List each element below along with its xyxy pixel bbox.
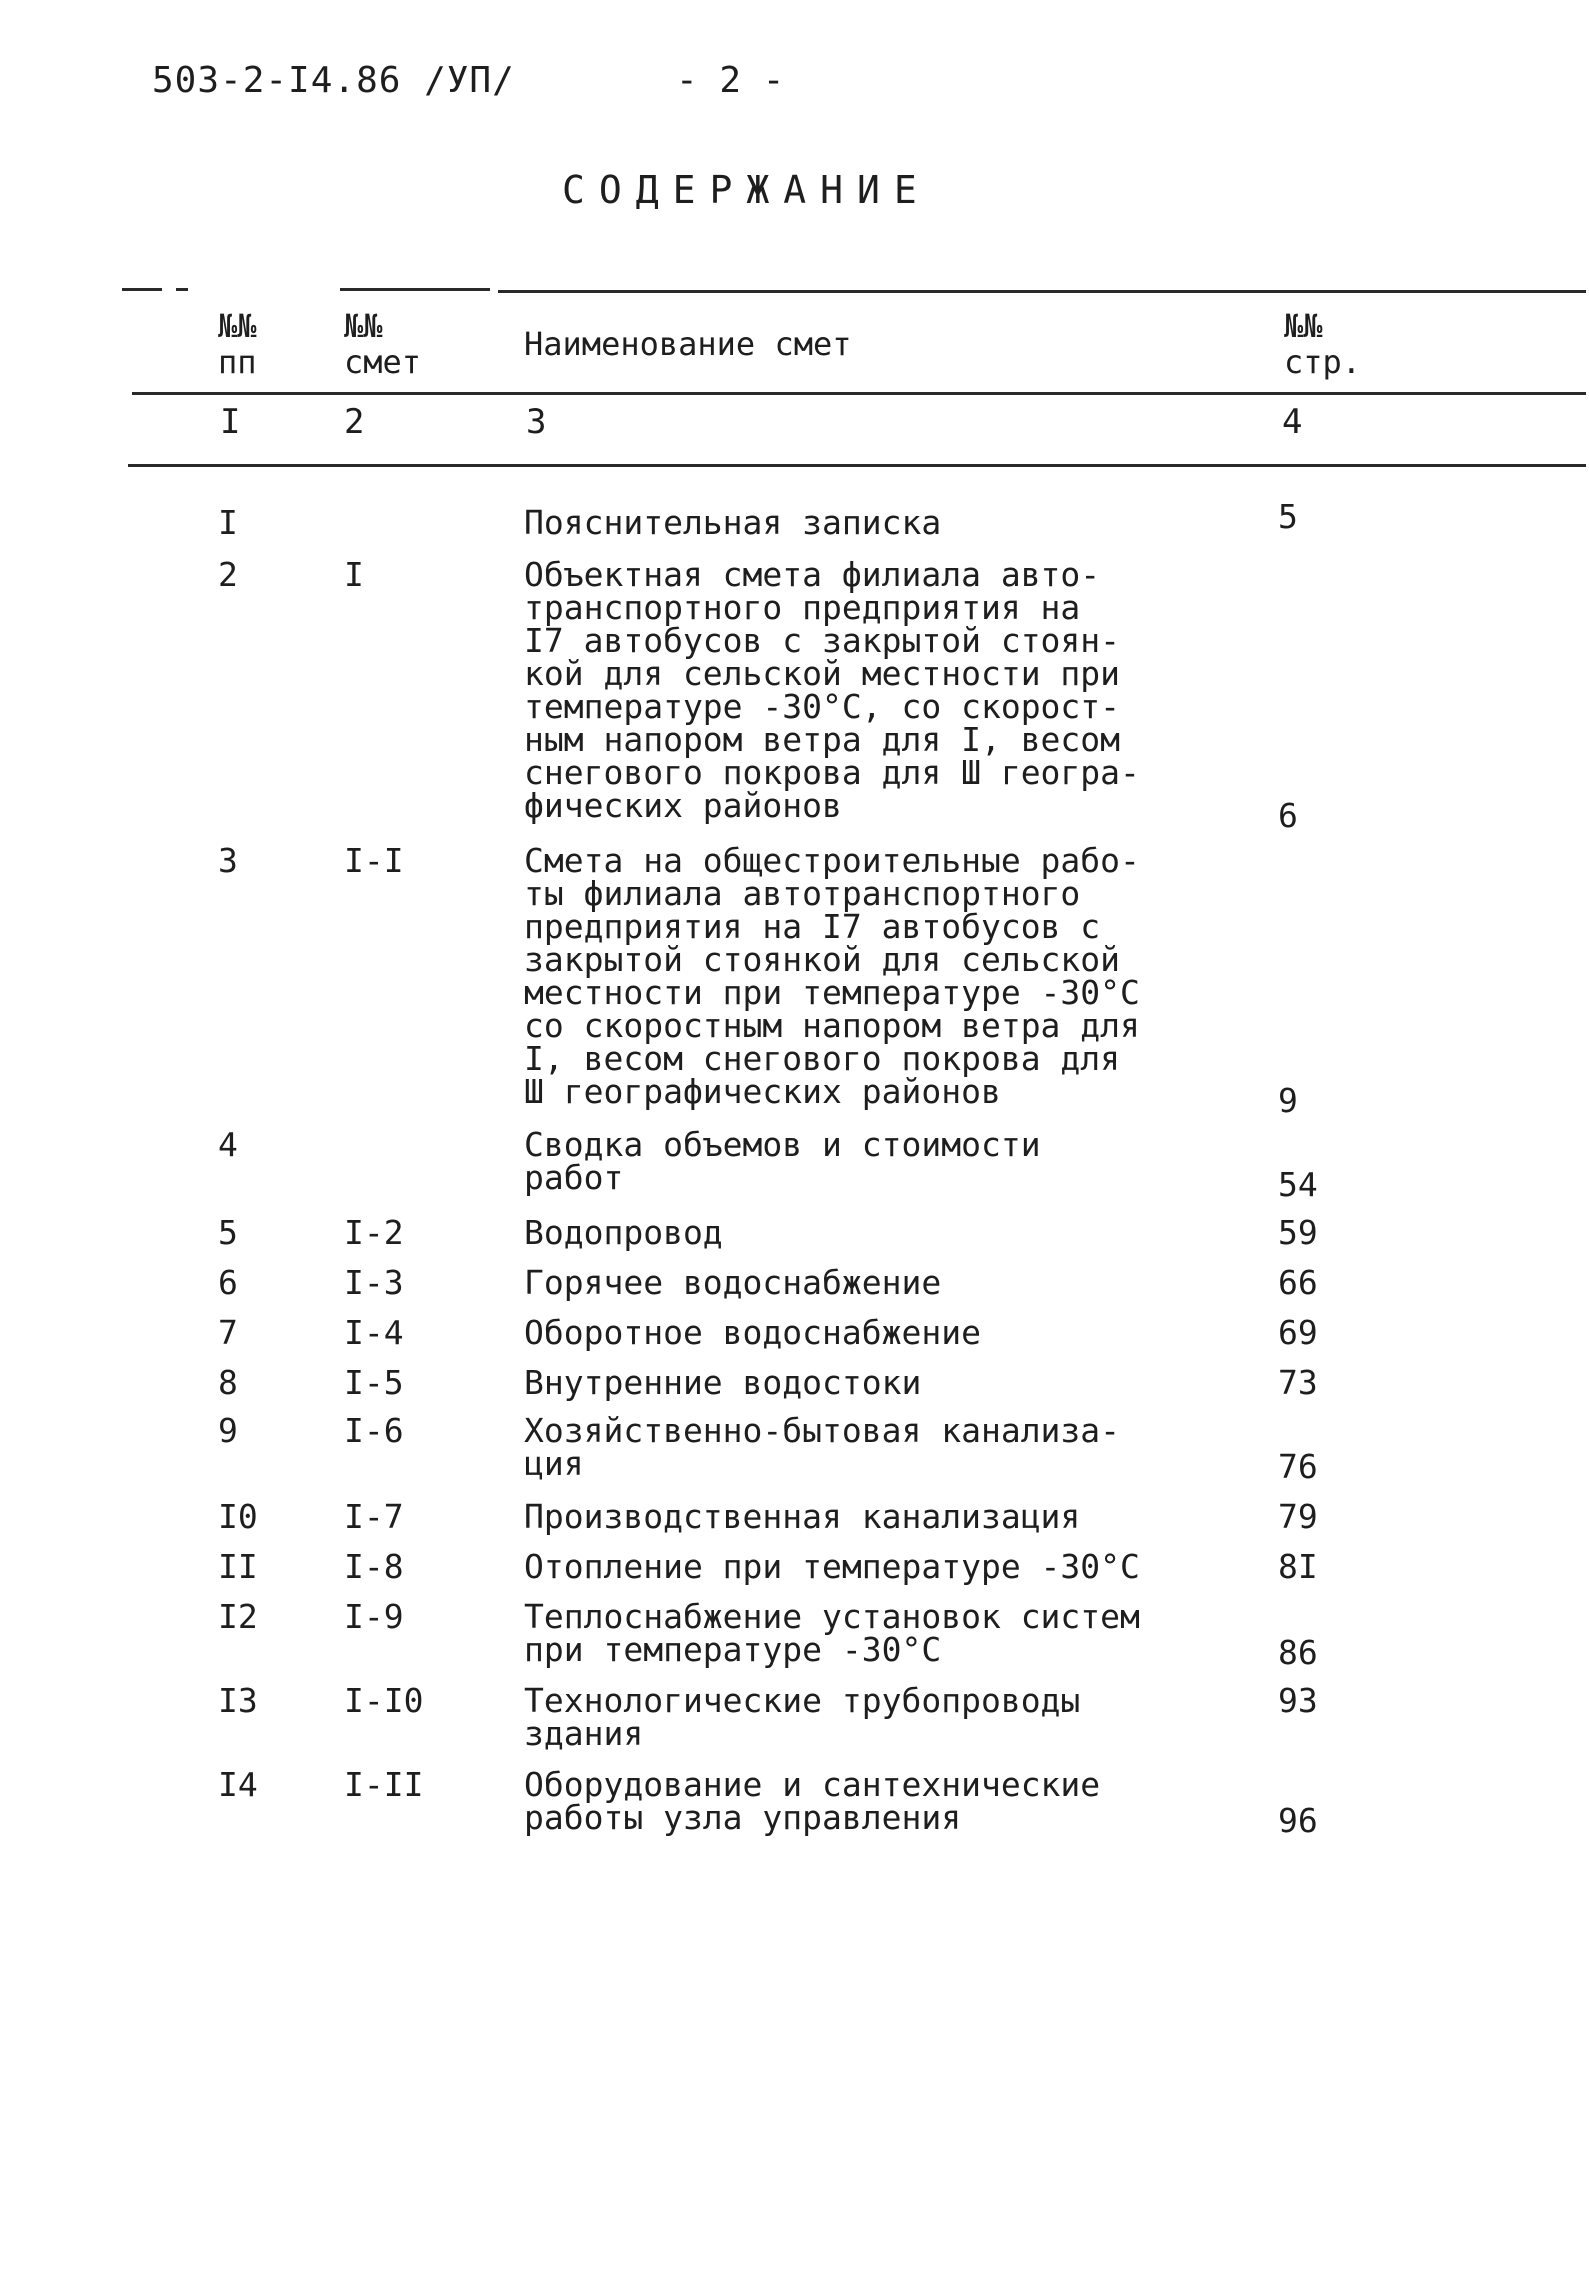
document-code: 503-2-I4.86 /УП/: [152, 60, 515, 101]
row-pp: I3: [218, 1681, 258, 1720]
row-name: Пояснительная записка: [524, 503, 942, 542]
row-page: 73: [1278, 1363, 1318, 1402]
row-name: Внутренние водостоки: [524, 1363, 922, 1402]
row-page: 5: [1278, 497, 1298, 536]
row-name: Объектная смета филиала авто- транспортного предприятия на I7 автобусов с закрытой стоян- кой для сельской местности при температуре -30°С, со скорост- ным напором ветра для I, весом снегового покрова для Ш геогра- фических районов: [524, 555, 1140, 825]
row-pp: 6: [218, 1263, 238, 1302]
row-smet: I-II: [344, 1765, 424, 1804]
column-number-1: I: [220, 402, 241, 442]
row-smet: I-7: [344, 1497, 404, 1536]
row-page: 9: [1278, 1081, 1298, 1120]
row-page: 6: [1278, 796, 1298, 835]
row-page: 8I: [1278, 1547, 1318, 1586]
row-smet: I-6: [344, 1411, 404, 1450]
column-number-2: 2: [344, 402, 365, 442]
header-rule: [132, 392, 1586, 395]
row-pp: I2: [218, 1597, 258, 1636]
row-pp: 2: [218, 555, 238, 594]
row-pp: I4: [218, 1765, 258, 1804]
page-title: СОДЕРЖАНИЕ: [562, 168, 931, 212]
row-pp: 7: [218, 1313, 238, 1352]
row-page: 69: [1278, 1313, 1318, 1352]
row-page: 54: [1278, 1165, 1318, 1204]
column-number-3: 3: [526, 402, 547, 442]
row-name: Сводка объемов и стоимости работ: [524, 1125, 1041, 1197]
header-pp: №№ пп: [218, 307, 257, 381]
row-name: Производственная канализация: [524, 1497, 1081, 1536]
column-number-4: 4: [1282, 402, 1303, 442]
header-name: Наименование смет: [524, 325, 852, 363]
row-name: Отопление при температуре -30°С: [524, 1547, 1140, 1586]
row-page: 59: [1278, 1213, 1318, 1252]
row-page: 79: [1278, 1497, 1318, 1536]
table-top-rule-dash-1: [122, 288, 162, 291]
row-pp: 8: [218, 1363, 238, 1402]
row-pp: 9: [218, 1411, 238, 1450]
table-top-rule: [498, 290, 1586, 293]
row-pp: I0: [218, 1497, 258, 1536]
row-smet: I-4: [344, 1313, 404, 1352]
table-top-rule-dash-3: [340, 288, 490, 291]
row-pp: 4: [218, 1125, 238, 1164]
row-smet: I-9: [344, 1597, 404, 1636]
row-name: Хозяйственно-бытовая канализа- ция: [524, 1411, 1121, 1483]
row-smet: I-I0: [344, 1681, 424, 1720]
row-name: Оборотное водоснабжение: [524, 1313, 981, 1352]
header-page: №№ стр.: [1284, 307, 1362, 381]
row-name: Теплоснабжение установок систем при температуре -30°С: [524, 1597, 1140, 1669]
header-smet: №№ смет: [344, 307, 422, 381]
row-page: 96: [1278, 1801, 1318, 1840]
row-smet: I: [344, 555, 364, 594]
row-pp: 5: [218, 1213, 238, 1252]
table-top-rule-dash-2: [176, 288, 188, 291]
row-page: 93: [1278, 1681, 1318, 1720]
row-page: 76: [1278, 1447, 1318, 1486]
row-pp: I: [218, 503, 238, 542]
row-name: Оборудование и сантехнические работы узла управления: [524, 1765, 1101, 1837]
row-page: 86: [1278, 1633, 1318, 1672]
row-smet: I-2: [344, 1213, 404, 1252]
row-name: Смета на общестроительные рабо- ты филиала автотранспортного предприятия на I7 автобусов с закрытой стоянкой для сельской местности при температуре -30°С со скоростным напором ветра для I, весом снегового покрова для Ш географических районов: [524, 841, 1140, 1111]
row-page: 66: [1278, 1263, 1318, 1302]
column-number-rule: [128, 464, 1586, 467]
row-pp: 3: [218, 841, 238, 880]
row-pp: II: [218, 1547, 258, 1586]
row-name: Водопровод: [524, 1213, 723, 1252]
page-number: - 2 -: [676, 60, 785, 101]
row-name: Горячее водоснабжение: [524, 1263, 942, 1302]
row-smet: I-3: [344, 1263, 404, 1302]
row-smet: I-I: [344, 841, 404, 880]
row-name: Технологические трубопроводы здания: [524, 1681, 1081, 1753]
row-smet: I-5: [344, 1363, 404, 1402]
row-smet: I-8: [344, 1547, 404, 1586]
